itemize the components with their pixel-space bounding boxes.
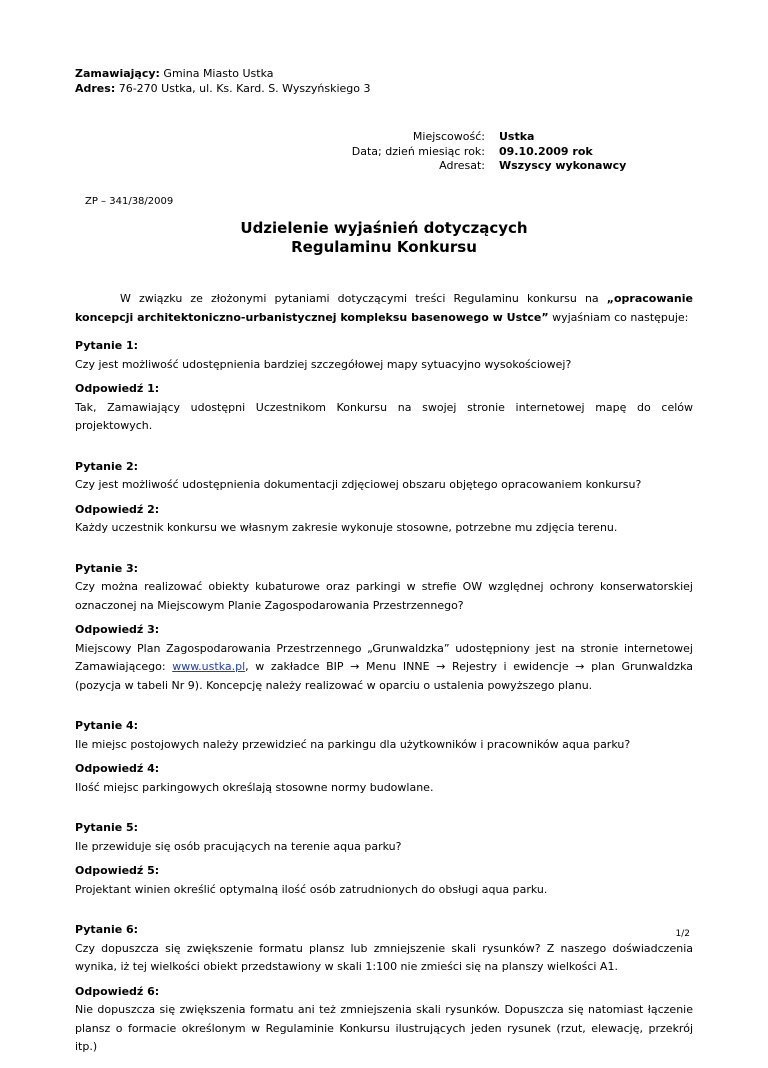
answer-label: Odpowiedź 6:	[75, 984, 160, 998]
document-body	[75, 290, 693, 1068]
client-line	[75, 66, 371, 81]
intro-bold: „opracowanie koncepcji architektoniczno-urbanistycznej kompleksu basenowego w Ustce”	[75, 292, 693, 324]
answer-label: Odpowiedź 1:	[75, 382, 160, 395]
addressee-label: Adresat:	[439, 159, 485, 172]
answer-text	[75, 640, 693, 696]
intro-paragraph	[75, 290, 693, 327]
question-text: Ile przewiduje się osób pracujących na terenie aqua parku?	[75, 839, 402, 853]
date-label: Data; dzień miesiąc rok:	[351, 144, 485, 158]
intro-text-2: wyjaśniam co następuje:	[548, 310, 689, 324]
answer-text: Ilość miejsc parkingowych określają stosowne normy budowlane.	[75, 780, 434, 794]
website-link[interactable]: www.ustka.pl	[172, 660, 246, 673]
question-text: Czy dopuszcza się zwiększenie formatu plansz lub zmniejszenie skali rysunków? Z naszego doświadczenia wynika, iż tej wielkości obiekt przedstawiony w skali 1:100 nie zmieści się na planszy wielkości A1.	[75, 941, 693, 973]
question-label: Pytanie 3:	[75, 561, 139, 575]
place-label: Miejscowość:	[412, 130, 485, 143]
meta-row-date	[320, 145, 626, 160]
qa-item-6	[75, 921, 693, 1057]
answer-label: Odpowiedź 4:	[75, 762, 160, 775]
question-text: Czy można realizować obiekty kubaturowe oraz parkingi w strefie OW względnej ochrony konserwatorskiej oznaczonej na Miejscowym Planie Zagospodarowania Przestrzennego?	[75, 580, 693, 612]
address-value: 76-270 Ustka, ul. Ks. Kard. S. Wyszyńskiego 3	[115, 82, 371, 95]
answer-text: Tak, Zamawiający udostępni Uczestnikom Konkursu na swojej stronie internetowej mapę do celów projektowych.	[75, 400, 693, 432]
question-label: Pytanie 6:	[75, 923, 139, 936]
address-label: Adres:	[75, 82, 116, 95]
meta-block	[320, 130, 626, 174]
answer-text: Nie dopuszcza się zwiększenia formatu ani też zmniejszenia skali rysunków. Dopuszcza się natomiast łączenie plansz o formacie określonym w Regulaminie Konkursu ilustrujących jeden rysunek (rzut, elewację, przekrój itp.)	[75, 1003, 693, 1053]
meta-row-addressee	[320, 159, 626, 174]
qa-item-4	[75, 717, 693, 797]
qa-item-3	[75, 560, 693, 696]
question-text: Czy jest możliwość udostępnienia bardziej szczegółowej mapy sytuacyjno wysokościowej?	[75, 357, 572, 371]
page-number: 1/2	[675, 929, 690, 939]
question-label: Pytanie 2:	[75, 459, 139, 473]
question-label: Pytanie 5:	[75, 821, 139, 834]
client-value: Gmina Miasto Ustka	[159, 67, 274, 80]
answer-label: Odpowiedź 2:	[75, 502, 160, 516]
document-title	[75, 219, 693, 257]
answer-label: Odpowiedź 3:	[75, 623, 160, 636]
address-line	[75, 81, 371, 96]
question-text: Czy jest możliwość udostępnienia dokumentacji zdjęciowej obszaru objętego opracowaniem konkursu?	[75, 478, 642, 491]
addressee-value: Wszyscy wykonawcy	[499, 159, 627, 172]
answer-label: Odpowiedź 5:	[75, 864, 160, 877]
answer-text: Projektant winien określić optymalną ilość osób zatrudnionych do obsługi aqua parku.	[75, 882, 548, 896]
answer-text-part-2: , w zakładce BIP → Menu INNE → Rejestry i ewidencje → plan Grunwaldzka (pozycja w tabeli Nr 9). Koncepcję należy realizować w oparciu o ustalenia powyższego planu.	[75, 660, 693, 692]
client-label: Zamawiający:	[75, 67, 160, 80]
title-line-2: Regulaminu Konkursu	[291, 238, 477, 256]
qa-item-1	[75, 337, 693, 436]
answer-text-part-1: Miejscowy Plan Zagospodarowania Przestrzennego „Grunwaldzka” udostępniony jest na stronie internetowej Zamawiającego:	[75, 641, 693, 673]
question-label: Pytanie 4:	[75, 719, 139, 732]
qa-item-5	[75, 819, 693, 899]
answer-text: Każdy uczestnik konkursu we własnym zakresie wykonuje stosowne, potrzebne mu zdjęcia terenu.	[75, 521, 618, 534]
question-text: Ile miejsc postojowych należy przewidzieć na parkingu dla użytkowników i pracowników aqua parku?	[75, 737, 631, 751]
question-label: Pytanie 1:	[75, 339, 139, 352]
meta-row-place	[320, 130, 626, 145]
title-line-1: Udzielenie wyjaśnień dotyczących	[240, 219, 528, 237]
qa-item-2	[75, 458, 693, 538]
place-value: Ustka	[499, 130, 535, 143]
document-header	[75, 66, 371, 96]
date-value: 09.10.2009 rok	[499, 144, 593, 158]
reference-number: ZP – 341/38/2009	[85, 196, 174, 207]
intro-text-1: W związku ze złożonymi pytaniami dotyczącymi treści Regulaminu konkursu na	[120, 292, 607, 305]
